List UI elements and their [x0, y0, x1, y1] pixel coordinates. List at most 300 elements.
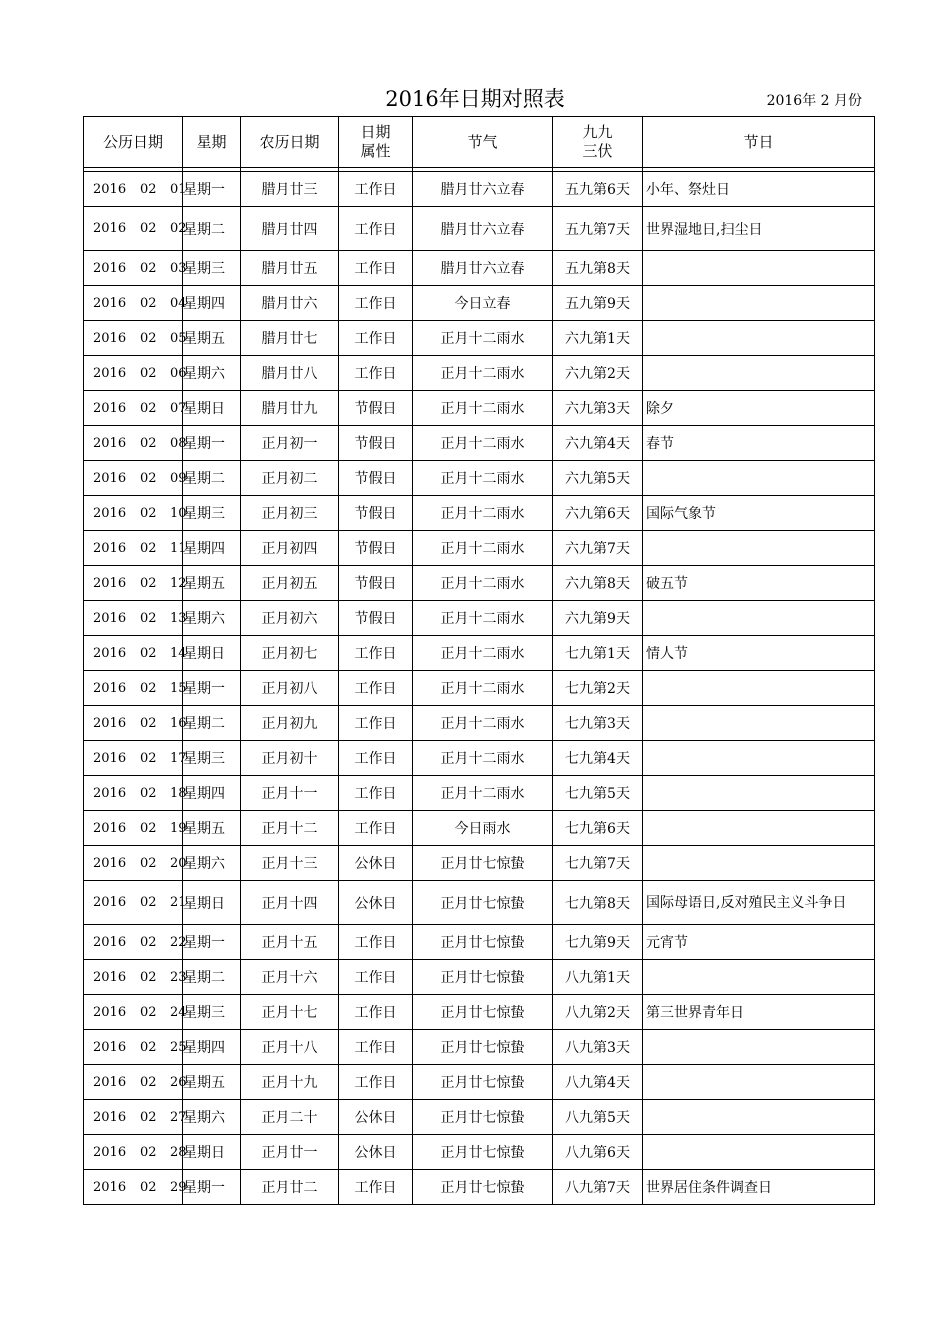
cell-lunar: 正月初九 [241, 706, 339, 741]
header-nine [553, 117, 643, 168]
cell-nine: 六九第7天 [553, 531, 643, 566]
cell-festival: 小年、祭灶日 [643, 172, 875, 207]
header-date: 公历日期 [84, 117, 183, 168]
cell-date [84, 995, 187, 1030]
table-row [84, 566, 875, 601]
cell-nine: 六九第4天 [553, 426, 643, 461]
cell-attr: 工作日 [339, 286, 413, 321]
cell-attr: 公休日 [339, 846, 413, 881]
cell-lunar: 正月廿二 [241, 1170, 339, 1205]
cell-attr: 节假日 [339, 496, 413, 531]
cell-lunar: 正月十四 [241, 881, 339, 925]
cell-date [84, 286, 187, 321]
cell-attr: 工作日 [339, 356, 413, 391]
cell-weekday: 星期一 [183, 671, 241, 706]
cell-nine: 五九第9天 [553, 286, 643, 321]
date-day: 27 [170, 1109, 187, 1125]
date-month: 02 [140, 435, 157, 451]
date-day: 01 [170, 181, 187, 197]
date-day: 23 [170, 969, 187, 985]
cell-nine: 七九第8天 [553, 881, 643, 925]
date-month: 02 [140, 1179, 157, 1195]
table-row [84, 1170, 875, 1205]
date-month: 02 [140, 1109, 157, 1125]
date-month: 02 [140, 680, 157, 696]
cell-festival [643, 461, 875, 496]
cell-weekday: 星期日 [183, 1135, 241, 1170]
date-year: 2016 [93, 934, 127, 950]
date-year: 2016 [93, 1004, 127, 1020]
table-row [84, 1135, 875, 1170]
cell-festival [643, 601, 875, 636]
cell-lunar: 正月十六 [241, 960, 339, 995]
cell-date [84, 566, 187, 601]
header-lunar: 农历日期 [241, 117, 339, 168]
table-row [84, 356, 875, 391]
cell-weekday: 星期六 [183, 601, 241, 636]
cell-nine: 六九第3天 [553, 391, 643, 426]
cell-lunar: 正月初五 [241, 566, 339, 601]
page-title: 2016年日期对照表 [385, 87, 565, 111]
table-row [84, 995, 875, 1030]
date-year: 2016 [93, 470, 127, 486]
cell-solar-term: 正月廿七惊蛰 [413, 925, 553, 960]
cell-date [84, 1170, 187, 1205]
cell-weekday: 星期五 [183, 566, 241, 601]
cell-festival: 破五节 [643, 566, 875, 601]
table-row [84, 925, 875, 960]
cell-lunar: 正月初七 [241, 636, 339, 671]
cell-attr: 工作日 [339, 636, 413, 671]
table-row [84, 671, 875, 706]
cell-date [84, 811, 187, 846]
cell-solar-term: 正月廿七惊蛰 [413, 846, 553, 881]
date-year: 2016 [93, 400, 127, 416]
header-festival: 节日 [643, 117, 875, 168]
cell-festival: 春节 [643, 426, 875, 461]
table-row [84, 636, 875, 671]
table-row [84, 251, 875, 286]
date-day: 20 [170, 855, 187, 871]
date-year: 2016 [93, 1144, 127, 1160]
date-year: 2016 [93, 540, 127, 556]
cell-lunar: 正月初一 [241, 426, 339, 461]
cell-festival [643, 776, 875, 811]
cell-lunar: 正月十七 [241, 995, 339, 1030]
date-month: 02 [140, 750, 157, 766]
cell-lunar: 正月十二 [241, 811, 339, 846]
date-year: 2016 [93, 260, 127, 276]
table-row [84, 881, 875, 925]
date-month: 02 [140, 540, 157, 556]
date-month: 02 [140, 1039, 157, 1055]
cell-lunar: 正月初六 [241, 601, 339, 636]
date-day: 09 [170, 470, 187, 486]
date-day: 03 [170, 260, 187, 276]
date-day: 18 [170, 785, 187, 801]
cell-solar-term: 今日立春 [413, 286, 553, 321]
cell-solar-term: 正月十二雨水 [413, 601, 553, 636]
date-month: 02 [140, 400, 157, 416]
cell-weekday: 星期三 [183, 496, 241, 531]
cell-attr: 节假日 [339, 601, 413, 636]
cell-nine: 七九第6天 [553, 811, 643, 846]
cell-festival [643, 846, 875, 881]
date-month: 02 [140, 470, 157, 486]
header-attr [339, 117, 413, 168]
cell-nine: 七九第2天 [553, 671, 643, 706]
cell-weekday: 星期四 [183, 286, 241, 321]
cell-festival: 国际气象节 [643, 496, 875, 531]
date-year: 2016 [93, 895, 127, 910]
cell-weekday: 星期五 [183, 1065, 241, 1100]
cell-solar-term: 正月十二雨水 [413, 461, 553, 496]
cell-lunar: 正月初四 [241, 531, 339, 566]
cell-attr: 节假日 [339, 566, 413, 601]
cell-nine: 五九第8天 [553, 251, 643, 286]
cell-weekday: 星期日 [183, 391, 241, 426]
date-month: 02 [140, 330, 157, 346]
cell-nine: 八九第3天 [553, 1030, 643, 1065]
cell-solar-term: 腊月廿六立春 [413, 207, 553, 251]
cell-nine: 八九第2天 [553, 995, 643, 1030]
cell-nine: 七九第7天 [553, 846, 643, 881]
cell-weekday: 星期四 [183, 1030, 241, 1065]
date-day: 25 [170, 1039, 187, 1055]
cell-attr: 工作日 [339, 1065, 413, 1100]
cell-date [84, 776, 187, 811]
cell-attr: 工作日 [339, 251, 413, 286]
cell-date [84, 601, 187, 636]
date-day: 05 [170, 330, 187, 346]
date-month: 02 [140, 505, 157, 521]
cell-solar-term: 正月廿七惊蛰 [413, 1065, 553, 1100]
date-day: 12 [170, 575, 187, 591]
cell-date [84, 461, 187, 496]
table-row [84, 496, 875, 531]
cell-lunar: 正月二十 [241, 1100, 339, 1135]
cell-solar-term: 正月廿七惊蛰 [413, 1100, 553, 1135]
date-year: 2016 [93, 1179, 127, 1195]
cell-weekday: 星期三 [183, 741, 241, 776]
cell-lunar: 正月十一 [241, 776, 339, 811]
cell-date [84, 426, 187, 461]
cell-solar-term: 正月廿七惊蛰 [413, 1135, 553, 1170]
cell-date [84, 356, 187, 391]
cell-solar-term: 正月十二雨水 [413, 531, 553, 566]
cell-weekday: 星期一 [183, 426, 241, 461]
date-month: 02 [140, 1144, 157, 1160]
cell-solar-term: 正月十二雨水 [413, 706, 553, 741]
cell-nine: 六九第9天 [553, 601, 643, 636]
cell-solar-term: 正月十二雨水 [413, 356, 553, 391]
cell-attr: 工作日 [339, 706, 413, 741]
cell-solar-term: 腊月廿六立春 [413, 251, 553, 286]
date-month: 02 [140, 820, 157, 836]
date-month: 02 [140, 610, 157, 626]
date-month: 02 [140, 715, 157, 731]
date-day: 10 [170, 505, 187, 521]
cell-solar-term: 正月廿七惊蛰 [413, 1170, 553, 1205]
cell-lunar: 正月十九 [241, 1065, 339, 1100]
cell-festival [643, 741, 875, 776]
date-table [83, 116, 875, 1205]
date-day: 15 [170, 680, 187, 696]
date-month: 02 [140, 181, 157, 197]
cell-lunar: 腊月廿三 [241, 172, 339, 207]
date-day: 28 [170, 1144, 187, 1160]
date-month: 02 [140, 365, 157, 381]
cell-nine: 八九第7天 [553, 1170, 643, 1205]
cell-date [84, 172, 187, 207]
header-attr-line2: 属性 [360, 142, 391, 160]
table-body [84, 168, 875, 1205]
cell-weekday: 星期二 [183, 207, 241, 251]
date-month: 02 [140, 934, 157, 950]
header-nine-line2: 三伏 [582, 142, 613, 160]
date-year: 2016 [93, 435, 127, 451]
cell-lunar: 正月初三 [241, 496, 339, 531]
cell-lunar: 正月初十 [241, 741, 339, 776]
cell-nine: 七九第9天 [553, 925, 643, 960]
cell-attr: 工作日 [339, 741, 413, 776]
cell-weekday: 星期日 [183, 881, 241, 925]
table-row [84, 706, 875, 741]
date-day: 24 [170, 1004, 187, 1020]
cell-lunar: 腊月廿九 [241, 391, 339, 426]
date-year: 2016 [93, 1074, 127, 1090]
cell-solar-term: 正月十二雨水 [413, 636, 553, 671]
date-month: 02 [140, 1004, 157, 1020]
cell-solar-term: 正月十二雨水 [413, 496, 553, 531]
cell-date [84, 496, 187, 531]
date-day: 16 [170, 715, 187, 731]
cell-solar-term: 正月十二雨水 [413, 776, 553, 811]
date-month: 02 [140, 785, 157, 801]
header-weekday: 星期 [183, 117, 241, 168]
date-year: 2016 [93, 330, 127, 346]
cell-weekday: 星期六 [183, 356, 241, 391]
cell-weekday: 星期四 [183, 776, 241, 811]
cell-festival [643, 356, 875, 391]
cell-solar-term: 正月十二雨水 [413, 671, 553, 706]
cell-attr: 公休日 [339, 881, 413, 925]
date-day: 29 [170, 1179, 187, 1195]
date-day: 26 [170, 1074, 187, 1090]
date-day: 06 [170, 365, 187, 381]
cell-festival [643, 960, 875, 995]
cell-festival: 除夕 [643, 391, 875, 426]
cell-date [84, 1065, 187, 1100]
cell-lunar: 腊月廿七 [241, 321, 339, 356]
table-row [84, 531, 875, 566]
cell-weekday: 星期一 [183, 1170, 241, 1205]
table-row [84, 960, 875, 995]
cell-date [84, 1100, 187, 1135]
table-row [84, 741, 875, 776]
cell-nine: 六九第5天 [553, 461, 643, 496]
cell-nine: 八九第4天 [553, 1065, 643, 1100]
cell-lunar: 正月廿一 [241, 1135, 339, 1170]
cell-festival [643, 1100, 875, 1135]
table-row [84, 321, 875, 356]
date-year: 2016 [93, 610, 127, 626]
cell-attr: 工作日 [339, 671, 413, 706]
cell-date [84, 531, 187, 566]
cell-festival [643, 251, 875, 286]
table-row [84, 1030, 875, 1065]
date-year: 2016 [93, 1109, 127, 1125]
cell-solar-term: 正月十二雨水 [413, 566, 553, 601]
cell-weekday: 星期二 [183, 461, 241, 496]
date-day: 04 [170, 295, 187, 311]
cell-nine: 七九第5天 [553, 776, 643, 811]
cell-festival [643, 1030, 875, 1065]
cell-attr: 工作日 [339, 995, 413, 1030]
date-year: 2016 [93, 969, 127, 985]
date-month: 02 [140, 645, 157, 661]
date-day: 07 [170, 400, 187, 416]
cell-attr: 工作日 [339, 321, 413, 356]
cell-date [84, 881, 187, 925]
date-year: 2016 [93, 295, 127, 311]
date-year: 2016 [93, 181, 127, 197]
cell-lunar: 正月十八 [241, 1030, 339, 1065]
cell-weekday: 星期四 [183, 531, 241, 566]
cell-weekday: 星期五 [183, 811, 241, 846]
cell-solar-term: 正月廿七惊蛰 [413, 881, 553, 925]
cell-attr: 工作日 [339, 776, 413, 811]
table-row [84, 391, 875, 426]
date-year: 2016 [93, 575, 127, 591]
cell-festival: 元宵节 [643, 925, 875, 960]
cell-lunar: 腊月廿四 [241, 207, 339, 251]
cell-festival: 世界居住条件调查日 [643, 1170, 875, 1205]
cell-nine: 七九第1天 [553, 636, 643, 671]
cell-solar-term: 正月廿七惊蛰 [413, 995, 553, 1030]
cell-festival [643, 531, 875, 566]
date-year: 2016 [93, 1039, 127, 1055]
cell-attr: 公休日 [339, 1100, 413, 1135]
cell-solar-term: 正月十二雨水 [413, 426, 553, 461]
date-year: 2016 [93, 750, 127, 766]
cell-attr: 工作日 [339, 925, 413, 960]
cell-date [84, 741, 187, 776]
cell-weekday: 星期三 [183, 995, 241, 1030]
cell-weekday: 星期日 [183, 636, 241, 671]
cell-date [84, 1030, 187, 1065]
cell-solar-term: 正月十二雨水 [413, 741, 553, 776]
date-month: 02 [140, 221, 157, 236]
table-row [84, 776, 875, 811]
header-nine-line1: 九九 [582, 123, 613, 141]
date-month: 02 [140, 1074, 157, 1090]
cell-attr: 工作日 [339, 960, 413, 995]
date-month: 02 [140, 260, 157, 276]
cell-festival [643, 706, 875, 741]
date-day: 13 [170, 610, 187, 626]
month-label: 2016年 2 月份 [766, 93, 862, 109]
cell-festival [643, 286, 875, 321]
cell-festival: 情人节 [643, 636, 875, 671]
cell-date [84, 1135, 187, 1170]
cell-lunar: 正月十三 [241, 846, 339, 881]
date-year: 2016 [93, 645, 127, 661]
cell-attr: 工作日 [339, 172, 413, 207]
cell-date [84, 636, 187, 671]
cell-weekday: 星期六 [183, 1100, 241, 1135]
cell-festival [643, 321, 875, 356]
date-day: 22 [170, 934, 187, 950]
cell-weekday: 星期一 [183, 925, 241, 960]
date-day: 17 [170, 750, 187, 766]
date-year: 2016 [93, 855, 127, 871]
cell-attr: 工作日 [339, 811, 413, 846]
header-attr-line1: 日期 [360, 123, 391, 141]
cell-lunar: 腊月廿八 [241, 356, 339, 391]
cell-weekday: 星期二 [183, 706, 241, 741]
cell-lunar: 腊月廿六 [241, 286, 339, 321]
table-row [84, 846, 875, 881]
cell-solar-term: 今日雨水 [413, 811, 553, 846]
cell-date [84, 706, 187, 741]
date-year: 2016 [93, 505, 127, 521]
date-day: 21 [170, 895, 187, 910]
cell-nine: 五九第7天 [553, 207, 643, 251]
date-month: 02 [140, 895, 157, 910]
cell-lunar: 正月初八 [241, 671, 339, 706]
cell-nine: 六九第8天 [553, 566, 643, 601]
cell-weekday: 星期一 [183, 172, 241, 207]
table-row [84, 286, 875, 321]
cell-attr: 节假日 [339, 531, 413, 566]
cell-festival [643, 671, 875, 706]
cell-festival [643, 811, 875, 846]
cell-solar-term: 正月廿七惊蛰 [413, 1030, 553, 1065]
cell-attr: 公休日 [339, 1135, 413, 1170]
cell-date [84, 207, 187, 251]
cell-festival [643, 1135, 875, 1170]
cell-festival: 第三世界青年日 [643, 995, 875, 1030]
date-month: 02 [140, 855, 157, 871]
cell-attr: 节假日 [339, 391, 413, 426]
date-year: 2016 [93, 365, 127, 381]
cell-date [84, 251, 187, 286]
table-row [84, 207, 875, 251]
cell-date [84, 391, 187, 426]
cell-solar-term: 正月廿七惊蛰 [413, 960, 553, 995]
table-row [84, 1065, 875, 1100]
cell-attr: 节假日 [339, 461, 413, 496]
cell-weekday: 星期五 [183, 321, 241, 356]
cell-weekday: 星期二 [183, 960, 241, 995]
cell-festival: 国际母语日,反对殖民主义斗争日 [643, 881, 875, 925]
date-year: 2016 [93, 680, 127, 696]
cell-festival: 世界湿地日,扫尘日 [643, 207, 875, 251]
cell-nine: 八九第6天 [553, 1135, 643, 1170]
table-row [84, 1100, 875, 1135]
cell-solar-term: 正月十二雨水 [413, 321, 553, 356]
date-day: 19 [170, 820, 187, 836]
cell-weekday: 星期六 [183, 846, 241, 881]
date-year: 2016 [93, 785, 127, 801]
cell-lunar: 正月十五 [241, 925, 339, 960]
cell-attr: 工作日 [339, 1170, 413, 1205]
cell-weekday: 星期三 [183, 251, 241, 286]
cell-solar-term: 腊月廿六立春 [413, 172, 553, 207]
header-row [84, 117, 875, 168]
cell-attr: 节假日 [339, 426, 413, 461]
